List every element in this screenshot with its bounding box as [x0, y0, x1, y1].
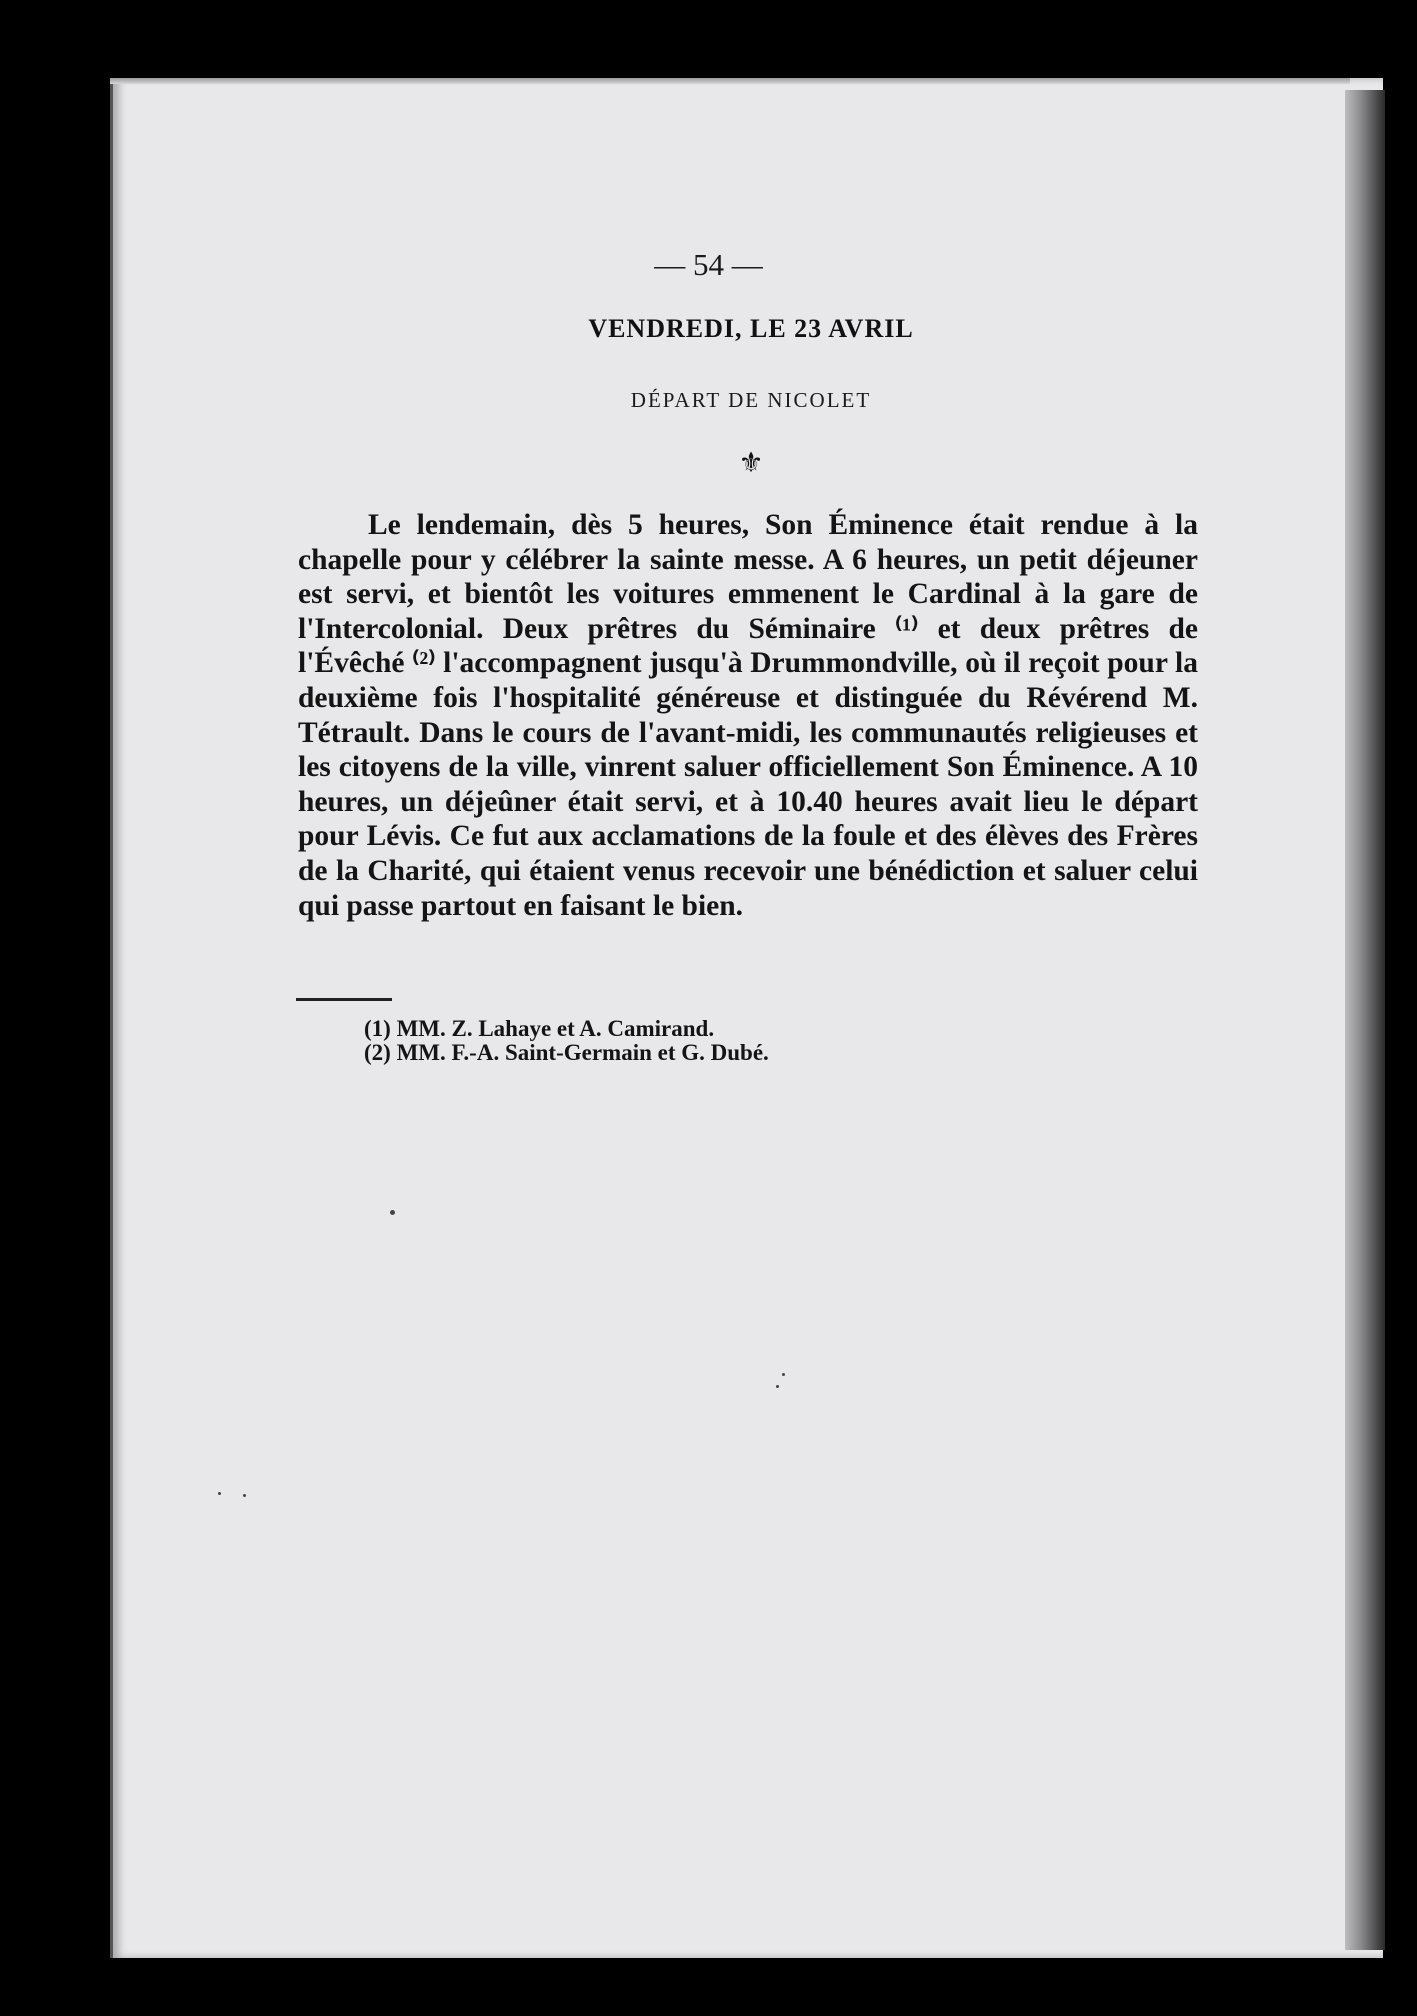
dust-speck — [218, 1492, 221, 1495]
footnote-1: (1) MM. Z. Lahaye et A. Camirand. — [364, 1016, 715, 1041]
dust-speck — [390, 1210, 395, 1215]
dust-speck — [776, 1385, 779, 1388]
page-binding-edge — [1345, 90, 1385, 1950]
footnotes — [364, 1017, 769, 1065]
body-paragraph: Le lendemain, dès 5 heures, Son Éminence était rendue à la chapelle pour y célébrer la sainte messe. A 6 heures, un petit déjeuner est servi, et bientôt les voitures emmenent le Cardinal à la gare de l'Intercolonial. Deux prêtres du Séminaire ⁽¹⁾ et deux prêtres de l'Évêché ⁽²⁾ l'accompagnent jusqu'à Drummondville, où il reçoit pour la deuxième fois l'hospitalité généreuse et distinguée du Révérend M. Tétrault. Dans le cours de l'avant-midi, les communautés religieuses et les citoyens de la ville, vinrent saluer officiellement Son Éminence. A 10 heures, un déjeûner était servi, et à 10.40 heures avait lieu le départ pour Lévis. Ce fut aux acclamations de la foule et des élèves des Frères de la Charité, qui étaient venus recevoir une bénédiction et saluer celui qui passe partout en faisant le bien. — [298, 509, 1198, 922]
page-number: — 54 — — [654, 247, 763, 282]
dust-speck — [782, 1373, 785, 1376]
footnote-2: (2) MM. F.-A. Saint-Germain et G. Dubé. — [364, 1040, 769, 1065]
page-top-edge — [110, 78, 1350, 84]
footnote-divider — [296, 998, 392, 1001]
section-heading: DÉPART DE NICOLET — [630, 388, 872, 412]
fleur-de-lis-ornament-icon: ⚜ — [738, 446, 764, 479]
dust-speck — [243, 1494, 246, 1497]
date-heading: VENDREDI, LE 23 AVRIL — [588, 314, 914, 343]
